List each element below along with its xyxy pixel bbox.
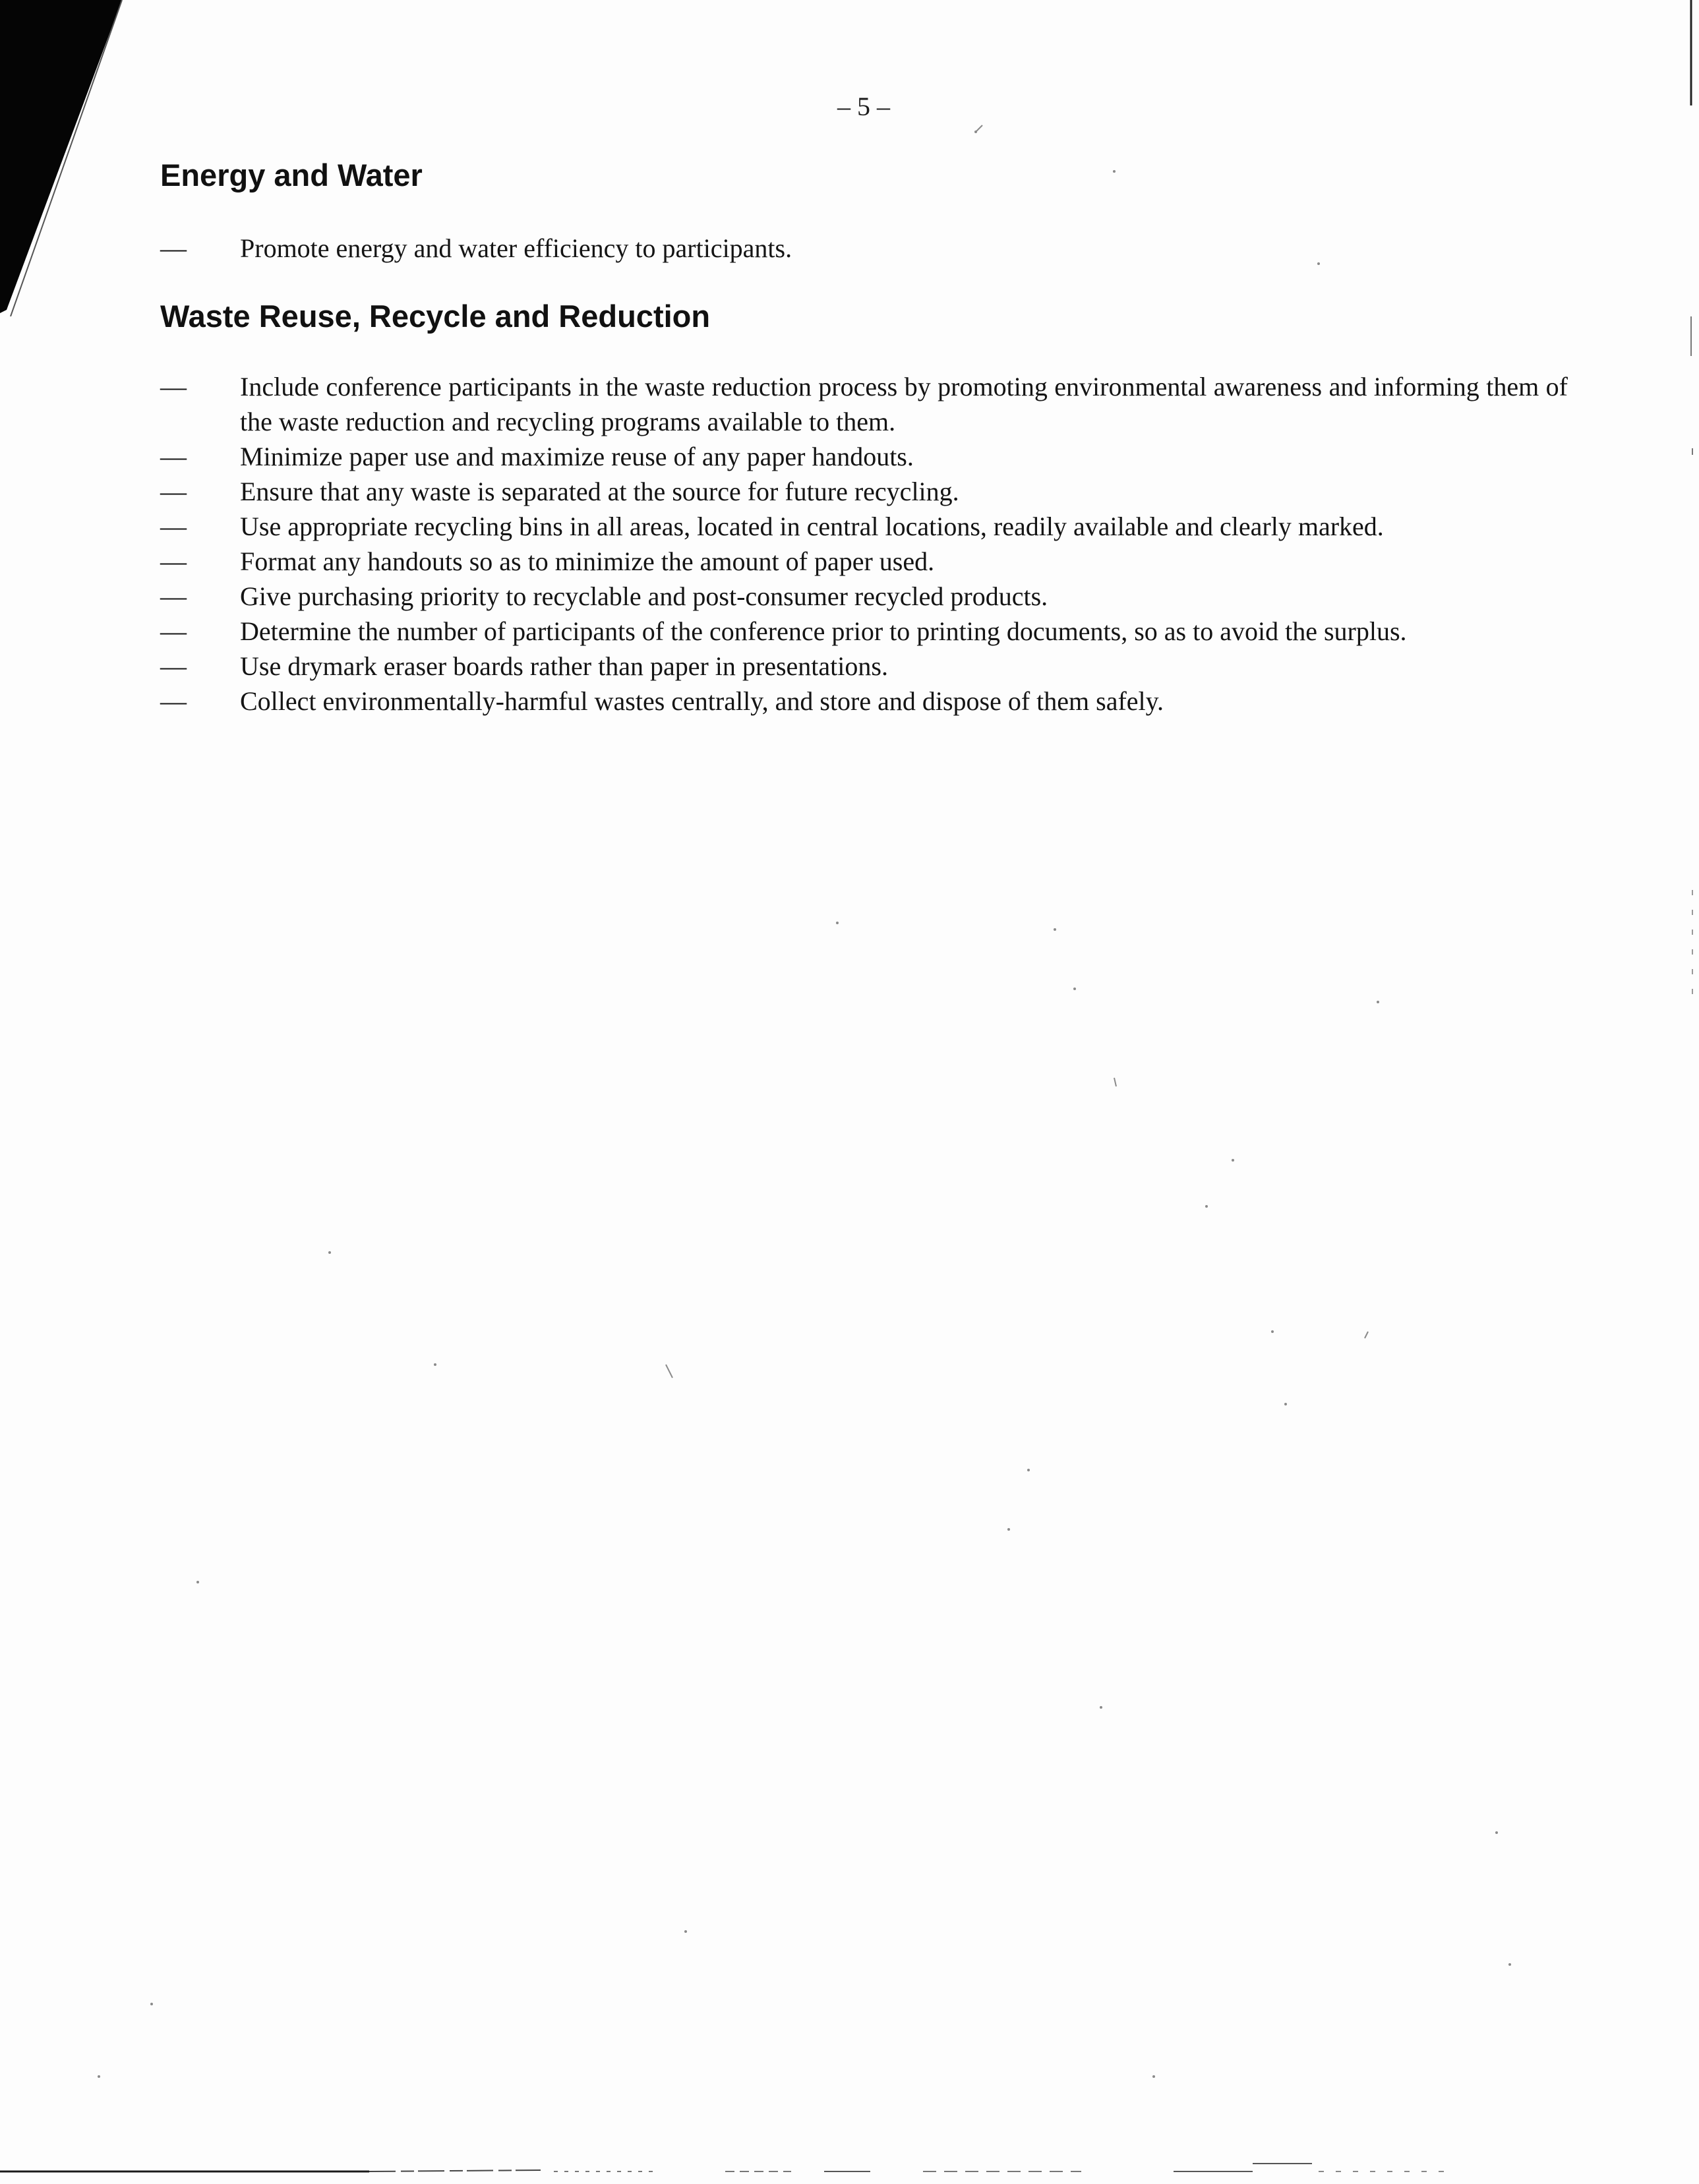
dash-bullet: — bbox=[160, 233, 187, 263]
waste-list bbox=[160, 369, 1568, 719]
dash-bullet: — bbox=[160, 546, 187, 576]
list-item bbox=[160, 684, 1568, 719]
scan-edge-marks bbox=[1684, 0, 1699, 1055]
list-item bbox=[160, 369, 1568, 439]
list-item-text: Ensure that any waste is separated at the source for future recycling. bbox=[240, 477, 959, 506]
dash-bullet: — bbox=[160, 512, 187, 541]
list-item-text: Determine the number of participants of the conference prior to printing documents, so as to avoid the surplus. bbox=[240, 616, 1407, 646]
list-item-text: Use appropriate recycling bins in all areas, located in central locations, readily available and clearly marked. bbox=[240, 512, 1384, 541]
page-number: – 5 – bbox=[837, 92, 890, 121]
scan-bottom-edge bbox=[0, 2156, 1699, 2182]
list-item-text: Format any handouts so as to minimize the amount of paper used. bbox=[240, 546, 935, 576]
dash-bullet: — bbox=[160, 442, 187, 471]
section-heading-waste: Waste Reuse, Recycle and Reduction bbox=[160, 299, 711, 334]
list-item bbox=[160, 579, 1568, 614]
list-item bbox=[160, 614, 1568, 649]
dash-bullet: — bbox=[160, 477, 187, 506]
list-item-text: Promote energy and water efficiency to participants. bbox=[240, 233, 792, 263]
scan-edge-shadow bbox=[0, 0, 132, 316]
list-item bbox=[160, 231, 1568, 266]
list-item bbox=[160, 474, 1568, 509]
list-item-text: Collect environmentally-harmful wastes centrally, and store and dispose of them safely. bbox=[240, 686, 1164, 716]
section-heading-energy-water: Energy and Water bbox=[160, 158, 423, 192]
list-item bbox=[160, 509, 1568, 544]
list-item-text: Use drymark eraser boards rather than paper in presentations. bbox=[240, 651, 888, 681]
list-item bbox=[160, 649, 1568, 684]
list-item-text: Minimize paper use and maximize reuse of any paper handouts. bbox=[240, 442, 914, 471]
dash-bullet: — bbox=[160, 616, 187, 646]
dash-bullet: — bbox=[160, 686, 187, 716]
list-item-text: Give purchasing priority to recyclable and post-consumer recycled products. bbox=[240, 581, 1048, 611]
dash-bullet: — bbox=[160, 372, 187, 401]
dash-bullet: — bbox=[160, 651, 187, 681]
list-item bbox=[160, 439, 1568, 474]
dash-bullet: — bbox=[160, 581, 187, 611]
list-item bbox=[160, 544, 1568, 579]
list-item-text: Include conference participants in the waste reduction process by promoting environmental awareness and informing them of the waste reduction and recycling programs available to them. bbox=[240, 372, 1568, 436]
energy-water-list bbox=[160, 231, 1568, 266]
